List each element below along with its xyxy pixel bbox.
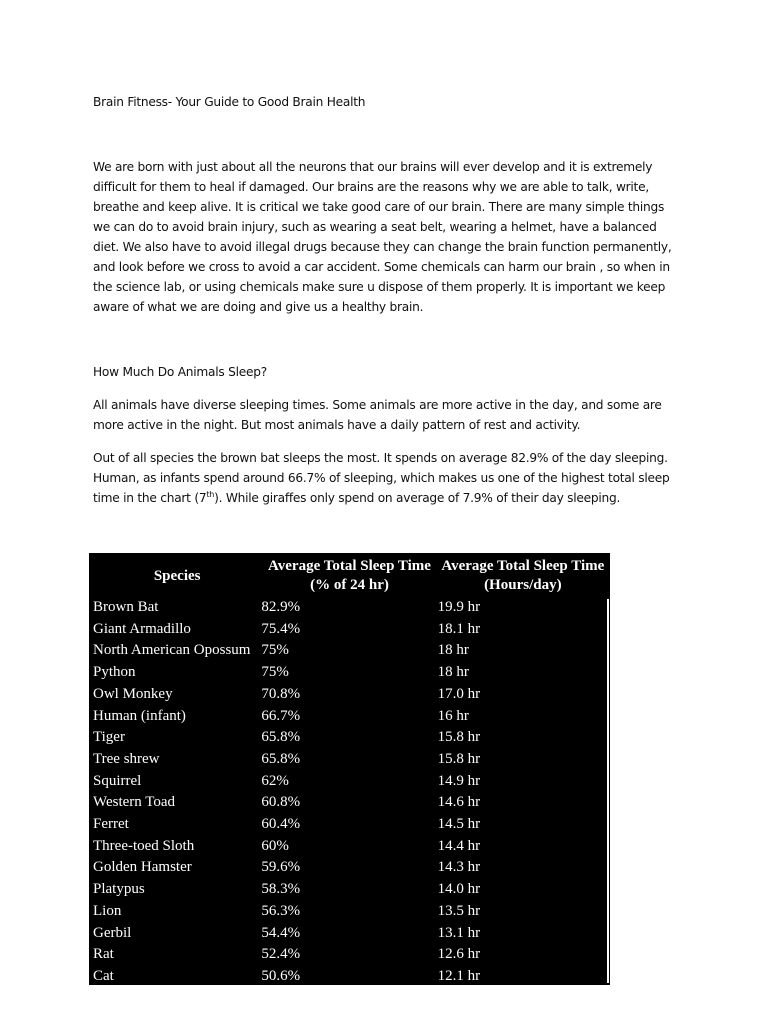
species-cell: Human (infant) bbox=[93, 707, 186, 724]
percent-cell: 50.6% bbox=[261, 967, 301, 984]
species-cell: North American Opossum bbox=[93, 642, 251, 659]
ordinal-superscript: th bbox=[206, 489, 215, 499]
table-row bbox=[89, 944, 608, 966]
table-row bbox=[89, 684, 608, 706]
species-cell: Python bbox=[93, 664, 136, 681]
table-header-row bbox=[89, 553, 608, 597]
percent-cell: 60.4% bbox=[261, 816, 301, 833]
species-cell: Owl Monkey bbox=[93, 685, 173, 702]
hours-cell: 14.6 hr bbox=[437, 794, 481, 811]
species-cell: Squirrel bbox=[93, 772, 142, 789]
percent-cell: 60% bbox=[261, 837, 289, 854]
header-percent-line2: (% of 24 hr) bbox=[310, 577, 389, 593]
table-body bbox=[89, 597, 608, 988]
table-row bbox=[89, 792, 608, 814]
table-row bbox=[89, 879, 608, 901]
hours-cell: 18 hr bbox=[437, 664, 469, 681]
species-cell: Giant Armadillo bbox=[93, 620, 191, 637]
hours-cell: 14.4 hr bbox=[437, 837, 481, 854]
page-title: Brain Fitness- Your Guide to Good Brain Health bbox=[93, 95, 366, 109]
species-cell: Golden Hamster bbox=[93, 859, 192, 876]
species-cell: Gerbil bbox=[93, 924, 132, 941]
percent-cell: 54.4% bbox=[261, 924, 301, 941]
table-row bbox=[89, 814, 608, 836]
header-hours-line1: Average Total Sleep Time bbox=[441, 558, 605, 574]
species-cell: Ferret bbox=[93, 816, 129, 833]
hours-cell: 12.1 hr bbox=[437, 967, 481, 984]
header-species: Species bbox=[153, 567, 201, 584]
percent-cell: 62% bbox=[261, 772, 289, 789]
brown-bat-paragraph bbox=[93, 448, 683, 508]
hours-cell: 13.1 hr bbox=[437, 924, 481, 941]
hours-cell: 14.3 hr bbox=[437, 859, 481, 876]
species-cell: Platypus bbox=[93, 881, 145, 898]
table-row bbox=[89, 706, 608, 728]
species-cell: Three-toed Sloth bbox=[93, 837, 195, 854]
table-row bbox=[89, 619, 608, 641]
percent-cell: 75% bbox=[261, 642, 289, 659]
percent-cell: 60.8% bbox=[261, 794, 301, 811]
hours-cell: 16 hr bbox=[437, 707, 469, 724]
species-cell: Tiger bbox=[93, 729, 125, 746]
percent-cell: 65.8% bbox=[261, 750, 301, 767]
percent-cell: 82.9% bbox=[261, 599, 301, 615]
table-row bbox=[89, 966, 608, 988]
hours-cell: 14.0 hr bbox=[437, 881, 481, 898]
percent-cell: 58.3% bbox=[261, 881, 301, 898]
header-percent bbox=[261, 553, 437, 597]
paragraph-text-before: Out of all species the brown bat sleeps the most. It spends on average 82.9% of the day sleeping. Human, as infants spend around 66.7% of sleeping, which makes us one of the highest total sleep time in the chart (7 bbox=[93, 451, 670, 505]
species-cell: Lion bbox=[93, 902, 122, 919]
table-row bbox=[89, 727, 608, 749]
percent-cell: 75% bbox=[261, 664, 289, 681]
table-row bbox=[89, 597, 608, 619]
sleep-table bbox=[89, 553, 608, 988]
table-row bbox=[89, 836, 608, 858]
species-cell: Brown Bat bbox=[93, 599, 159, 615]
table-row bbox=[89, 923, 608, 945]
header-hours-line2: (Hours/day) bbox=[484, 577, 562, 593]
hours-cell: 14.9 hr bbox=[437, 772, 481, 789]
species-cell: Western Toad bbox=[93, 794, 176, 811]
hours-cell: 14.5 hr bbox=[437, 816, 481, 833]
table-row bbox=[89, 640, 608, 662]
hours-cell: 15.8 hr bbox=[437, 729, 481, 746]
hours-cell: 15.8 hr bbox=[437, 750, 481, 767]
percent-cell: 70.8% bbox=[261, 685, 301, 702]
species-cell: Rat bbox=[93, 946, 114, 963]
hours-cell: 13.5 hr bbox=[437, 902, 481, 919]
table-right-border bbox=[607, 599, 609, 983]
header-percent-line1: Average Total Sleep Time bbox=[268, 558, 431, 574]
paragraph-text-after: ). While giraffes only spend on average of 7.9% of their day sleeping. bbox=[214, 491, 621, 505]
percent-cell: 65.8% bbox=[261, 729, 301, 746]
species-cell: Tree shrew bbox=[93, 750, 160, 767]
sleep-paragraph: All animals have diverse sleeping times. Some animals are more active in the day, and some are more active in the night. But most animals have a daily pattern of rest and activity. bbox=[93, 398, 662, 432]
percent-cell: 75.4% bbox=[261, 620, 301, 637]
hours-cell: 18.1 hr bbox=[437, 620, 481, 637]
sleep-table-container bbox=[89, 553, 610, 985]
percent-cell: 56.3% bbox=[261, 902, 301, 919]
intro-paragraph: We are born with just about all the neurons that our brains will ever develop and it is extremely difficult for them to heal if damaged. Our brains are the reasons why we are able to talk, write, breathe and keep alive. It is critical we take good care of our brain. There are many simple things we can do to avoid brain injury, such as wearing a seat belt, wearing a helmet, have a balanced diet. We also have to avoid illegal drugs because they can change the brain function permanently, and look before we cross to avoid a car accident. Some chemicals can harm our brain , so when in the science lab, or using chemicals make sure u dispose of them properly. It is important we keep aware of what we are doing and give us a healthy brain. bbox=[93, 160, 672, 314]
percent-cell: 52.4% bbox=[261, 946, 301, 963]
percent-cell: 66.7% bbox=[261, 707, 301, 724]
species-cell: Cat bbox=[93, 967, 114, 984]
section-heading: How Much Do Animals Sleep? bbox=[93, 365, 267, 379]
table-row bbox=[89, 771, 608, 793]
header-hours bbox=[438, 553, 608, 597]
hours-cell: 19.9 hr bbox=[437, 599, 481, 615]
hours-cell: 17.0 hr bbox=[437, 685, 481, 702]
hours-cell: 12.6 hr bbox=[437, 946, 481, 963]
table-row bbox=[89, 857, 608, 879]
percent-cell: 59.6% bbox=[261, 859, 301, 876]
table-row bbox=[89, 662, 608, 684]
hours-cell: 18 hr bbox=[437, 642, 469, 659]
table-row bbox=[89, 749, 608, 771]
table-row bbox=[89, 901, 608, 923]
